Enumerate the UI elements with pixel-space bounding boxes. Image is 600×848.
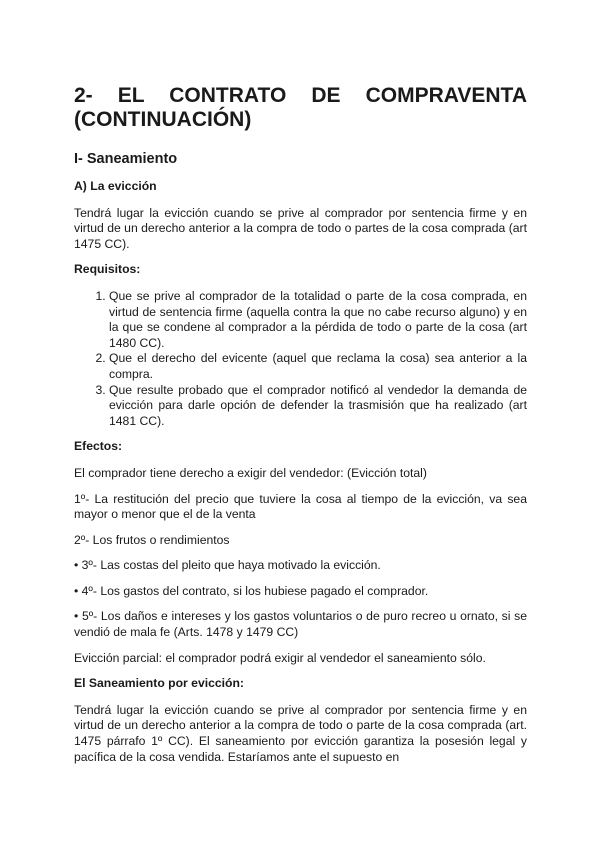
efecto-2-paragraph: 2º- Los frutos o rendimientos xyxy=(74,532,230,547)
efectos-intro-paragraph: El comprador tiene derecho a exigir del vendedor: (Evicción total) xyxy=(74,465,427,480)
efectos-heading: Efectos: xyxy=(74,439,123,454)
efecto-3-paragraph: • 3º- Las costas del pleito que haya motivado la evicción. xyxy=(74,558,527,574)
eviccion-parcial-paragraph: Evicción parcial: el comprador podrá exigir al vendedor el saneamiento sólo. xyxy=(74,650,486,665)
list-item: 2. Que el derecho del evicente (aquel que reclama la cosa) sea anterior a la compra. xyxy=(109,351,527,382)
saneamiento-eviccion-heading: El Saneamiento por evicción: xyxy=(74,676,244,691)
efecto-4-paragraph: • 4º- Los gastos del contrato, si los hubiese pagado el comprador. xyxy=(74,584,527,600)
efecto-5-paragraph: • 5º- Los daños e intereses y los gastos voluntarios o de puro recreo u ornato, si se vendió de mala fe (Arts. 1478 y 1479 CC) xyxy=(74,609,527,640)
title-line-1: 2- EL CONTRATO DE COMPRAVENTA xyxy=(74,84,527,107)
requisitos-list xyxy=(74,289,527,429)
subsection-heading-eviccion: A) La evicción xyxy=(74,179,157,193)
section-heading-saneamiento: I- Saneamiento xyxy=(74,151,178,167)
document-title xyxy=(74,84,527,132)
requisitos-heading: Requisitos: xyxy=(74,262,141,277)
list-item: 1. Que se prive al comprador de la totalidad o parte de la cosa comprada, en virtud de sentencia firme (aquella contra la que no cabe recurso alguno) y en la que se condene al comprador a la pérdida de todo o parte de la cosa (art 1480 CC). xyxy=(109,289,527,351)
efecto-1-paragraph: 1º- La restitución del precio que tuviere la cosa al tiempo de la evicción, va sea mayor o menor que el de la venta xyxy=(74,491,527,522)
title-line-2: (CONTINUACIÓN) xyxy=(74,108,252,131)
eviccion-intro-paragraph: Tendrá lugar la evicción cuando se prive al comprador por sentencia firme y en virtud de un derecho anterior a la compra de todo o partes de la cosa comprada (art 1475 CC). xyxy=(74,205,527,251)
saneamiento-eviccion-paragraph: Tendrá lugar la evicción cuando se prive al comprador por sentencia firme y en virtud de un derecho anterior a la compra de todo o parte de la cosa comprada (art. 1475 párrafo 1º CC). El saneamiento por evicción garantiza la posesión legal y pacífica de la cosa vendida. Estaríamos ante el supuesto en xyxy=(74,702,527,764)
document-page xyxy=(74,84,527,775)
list-item: 3. Que resulte probado que el comprador notificó al vendedor la demanda de evicción para darle opción de defender la trasmisión que ha realizado (art 1481 CC). xyxy=(109,383,527,430)
